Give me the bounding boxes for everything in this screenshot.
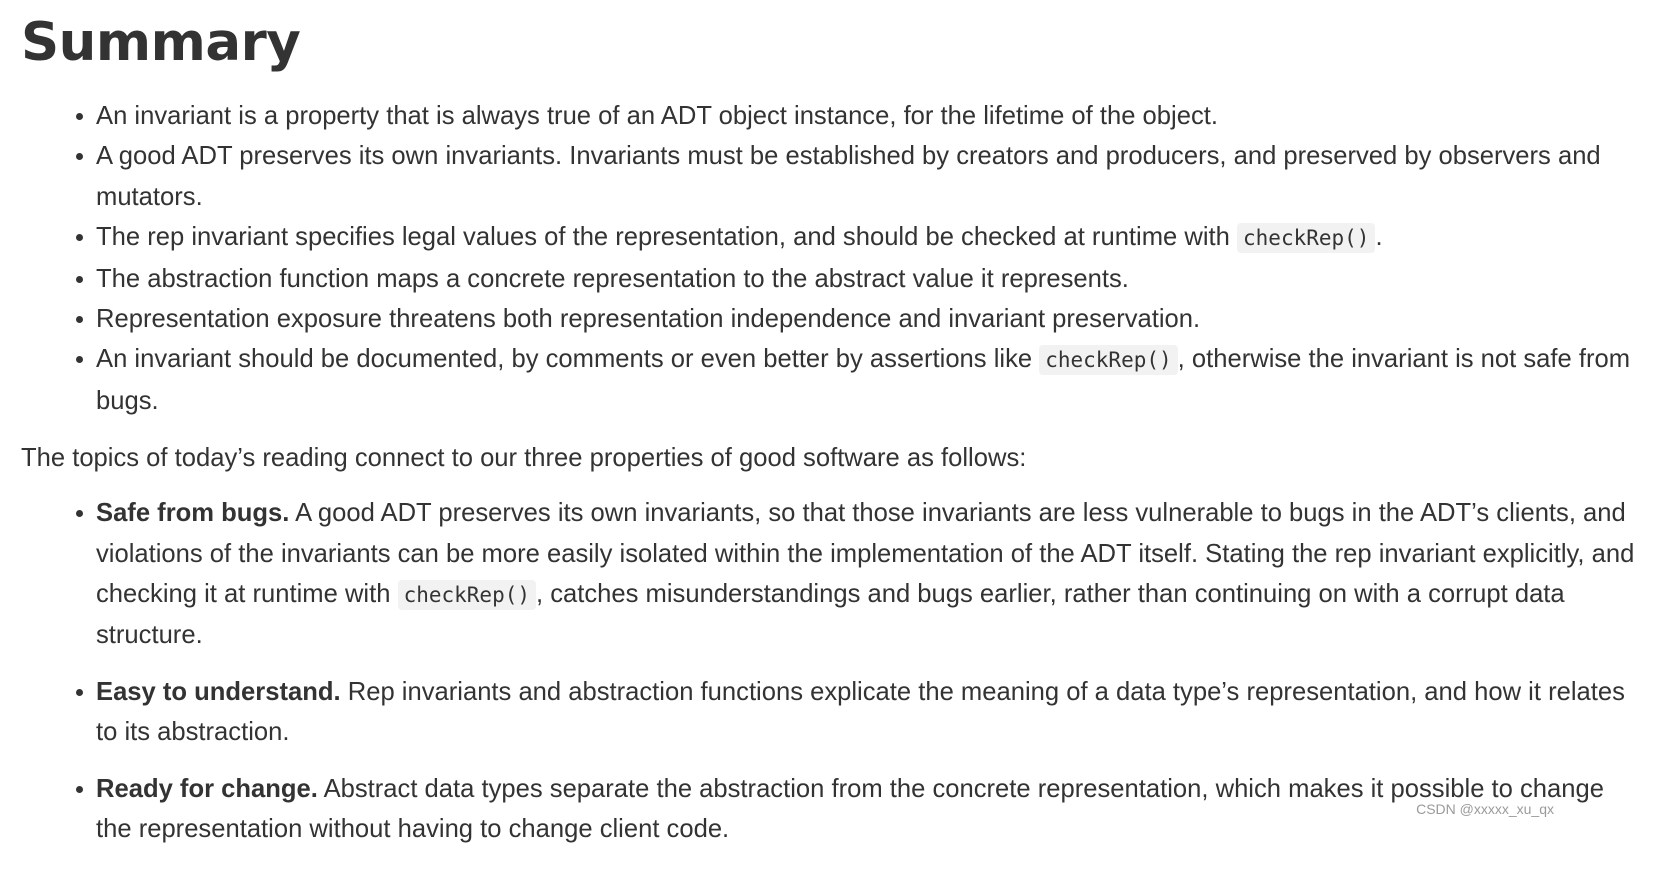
- inline-code-checkrep: checkRep(): [398, 580, 536, 610]
- summary-item-text: The rep invariant specifies legal values of the representation, and should be checked at runtime with: [96, 223, 1238, 252]
- property-heading: Safe from bugs.: [96, 499, 290, 528]
- inline-code-checkrep: checkRep(): [1039, 345, 1177, 375]
- properties-list: [21, 493, 1635, 849]
- summary-item-text: An invariant is a property that is always true of an ADT object instance, for the lifetime of the object.: [96, 102, 1218, 130]
- intro-paragraph: The topics of today’s reading connect to our three properties of good software as follows:: [21, 444, 1027, 473]
- property-text: A good ADT preserves its own invariants, so that those invariants are less vulnerable to bugs in the ADT’s clients, and violations of the invariants can be more easily isolated within the implementation of the ADT itself. Stating the rep invariant explicitly, and checking it at runtime with: [96, 499, 1635, 609]
- watermark: CSDN @xxxxx_xu_qx: [1416, 801, 1554, 817]
- property-text-after: , catches misunderstandings and bugs earlier, rather than continuing on with a corrupt data structure.: [96, 580, 1565, 650]
- document-body: [21, 0, 1635, 850]
- summary-item-text: Representation exposure threatens both representation independence and invariant preservation.: [96, 305, 1201, 334]
- summary-item-text: An invariant should be documented, by comments or even better by assertions like: [96, 345, 1040, 374]
- property-text: Rep invariants and abstraction functions explicate the meaning of a data type’s representation, and how it relates to its abstraction.: [96, 677, 1625, 747]
- inline-code-checkrep: checkRep(): [1237, 223, 1375, 253]
- property-heading: Easy to understand.: [96, 677, 341, 706]
- summary-item-3: [96, 217, 1636, 258]
- property-ready-for-change: [96, 769, 1636, 850]
- summary-item-text-after: .: [1375, 223, 1383, 252]
- summary-item-4: [96, 259, 1636, 299]
- summary-item-1: [96, 96, 1636, 136]
- summary-list: [21, 96, 1631, 421]
- property-easy-to-understand: [96, 672, 1636, 753]
- summary-item-text-after: , otherwise the invariant is not safe from bugs.: [96, 345, 1631, 415]
- summary-item-2: [96, 136, 1636, 217]
- page-title: Summary: [21, 12, 301, 73]
- summary-item-text: A good ADT preserves its own invariants. Invariants must be established by creators and producers, and preserved by observers and mutators.: [96, 142, 1601, 211]
- property-text: Abstract data types separate the abstraction from the concrete representation, which makes it possible to change the representation without having to change client code.: [96, 774, 1604, 844]
- summary-item-text: The abstraction function maps a concrete representation to the abstract value it represents.: [96, 264, 1129, 293]
- property-safe-from-bugs: [96, 493, 1636, 656]
- summary-item-6: [96, 339, 1636, 421]
- property-heading: Ready for change.: [96, 774, 318, 803]
- summary-item-5: [96, 299, 1636, 339]
